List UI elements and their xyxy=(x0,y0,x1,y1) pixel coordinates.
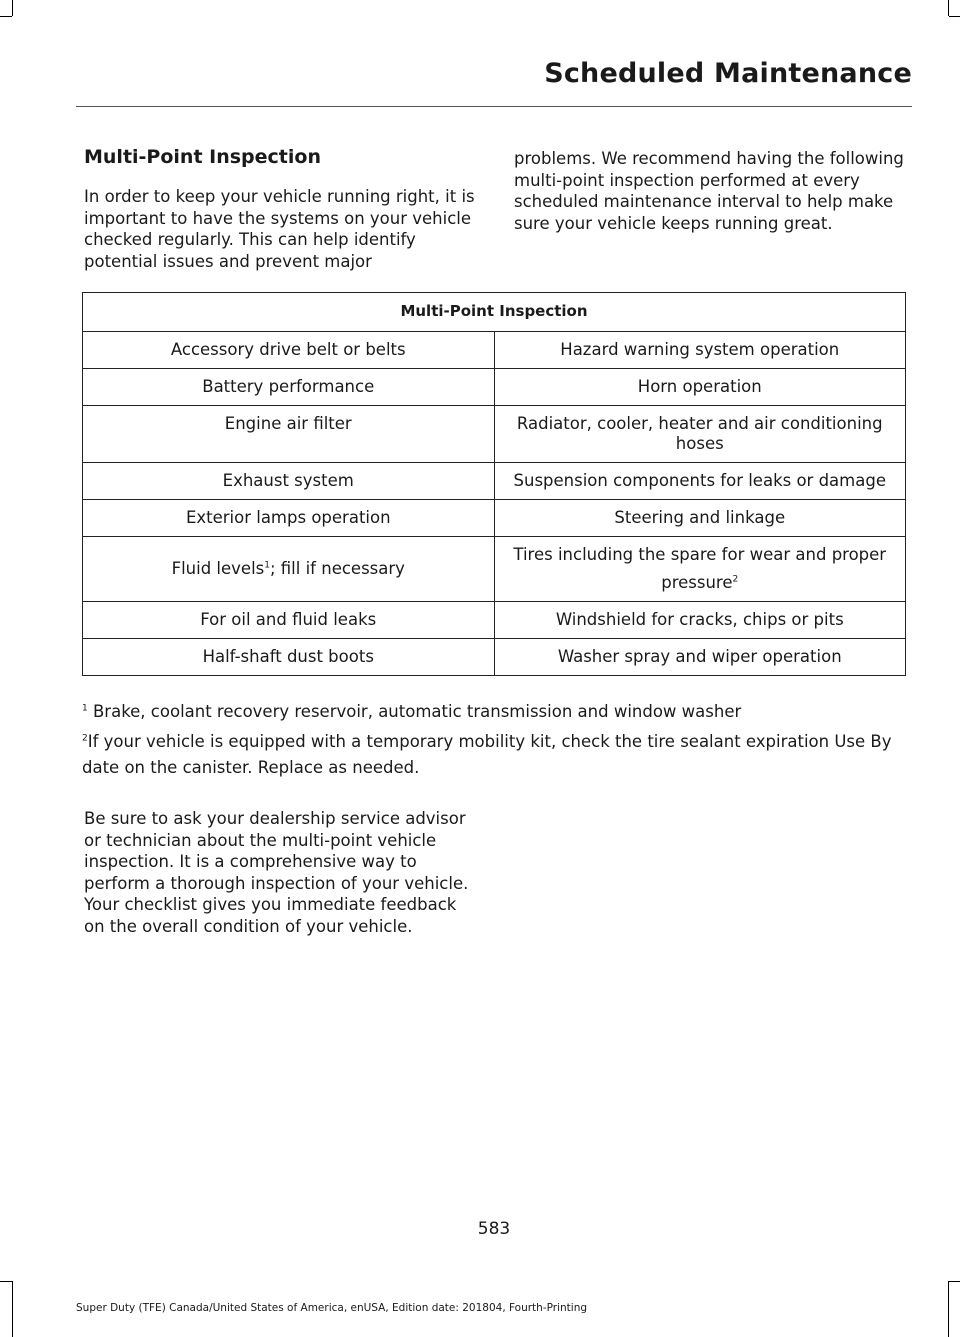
table-row xyxy=(83,332,906,369)
cell-text: Fluid levels xyxy=(171,559,265,578)
footnote-mark: 1 xyxy=(82,703,88,714)
table-row xyxy=(83,369,906,406)
page-header: Scheduled Maintenance xyxy=(544,58,912,89)
table-cell: Hazard warning system operation xyxy=(494,332,906,369)
table-cell xyxy=(494,537,906,602)
table-cell: Engine air filter xyxy=(83,406,495,463)
footnote-text: Brake, coolant recovery reservoir, automatic transmission and window washer xyxy=(87,702,742,721)
table-cell: Exterior lamps operation xyxy=(83,500,495,537)
intro-paragraph-right: problems. We recommend having the following multi-point inspection performed at every scheduled maintenance interval to help make sure your vehicle keeps running great. xyxy=(514,149,904,233)
table-row xyxy=(83,406,906,463)
crop-mark xyxy=(12,0,13,16)
cell-text: ; fill if necessary xyxy=(269,559,405,578)
crop-mark xyxy=(948,1281,949,1337)
table-row xyxy=(83,602,906,639)
crop-mark xyxy=(948,0,949,16)
footnote-mark: 2 xyxy=(82,733,88,744)
table-cell: Half-shaft dust boots xyxy=(83,639,495,676)
cell-text: Tires including the spare for wear and proper pressure xyxy=(513,545,887,592)
page-number: 583 xyxy=(477,1219,511,1239)
table-cell: Horn operation xyxy=(494,369,906,406)
edition-info: Super Duty (TFE) Canada/United States of America, enUSA, Edition date: 201804, Fourth-Printing xyxy=(76,1302,588,1314)
table-title: Multi-Point Inspection xyxy=(83,293,906,332)
table-row xyxy=(83,639,906,676)
crop-mark xyxy=(0,1281,12,1282)
table-row xyxy=(83,500,906,537)
inspection-table xyxy=(82,292,906,676)
closing-paragraph: Be sure to ask your dealership service advisor or technician about the multi-point vehicle inspection. It is a comprehensive way to perform a thorough inspection of your vehicle. Your checklist gives you immediate feedback on the overall condition of your vehicle. xyxy=(84,809,469,936)
table-cell: Accessory drive belt or belts xyxy=(83,332,495,369)
table-row xyxy=(83,537,906,602)
table-cell: Radiator, cooler, heater and air conditioning hoses xyxy=(494,406,906,463)
table-cell: Exhaust system xyxy=(83,463,495,500)
footnotes xyxy=(82,699,912,785)
table-cell: Washer spray and wiper operation xyxy=(494,639,906,676)
crop-mark xyxy=(949,16,960,17)
table-cell: For oil and fluid leaks xyxy=(83,602,495,639)
table-cell: Suspension components for leaks or damage xyxy=(494,463,906,500)
crop-mark xyxy=(0,16,12,17)
table-cell: Windshield for cracks, chips or pits xyxy=(494,602,906,639)
header-divider xyxy=(76,106,912,107)
table-row xyxy=(83,463,906,500)
section-title: Multi-Point Inspection xyxy=(84,146,321,168)
intro-paragraph-left: In order to keep your vehicle running right, it is important to have the systems on your vehicle checked regularly. This can help identify potential issues and prevent major xyxy=(84,187,475,271)
footnote-ref: 1 xyxy=(264,560,270,571)
crop-mark xyxy=(12,1281,13,1337)
table-cell: Steering and linkage xyxy=(494,500,906,537)
table-cell: Battery performance xyxy=(83,369,495,406)
table-cell xyxy=(83,537,495,602)
footnote-text: If your vehicle is equipped with a temporary mobility kit, check the tire sealant expiration Use By date on the canister. Replace as needed. xyxy=(82,732,892,777)
footnote-ref: 2 xyxy=(732,574,739,585)
crop-mark xyxy=(949,1281,960,1282)
footnote xyxy=(82,729,912,781)
footnote xyxy=(82,699,912,725)
